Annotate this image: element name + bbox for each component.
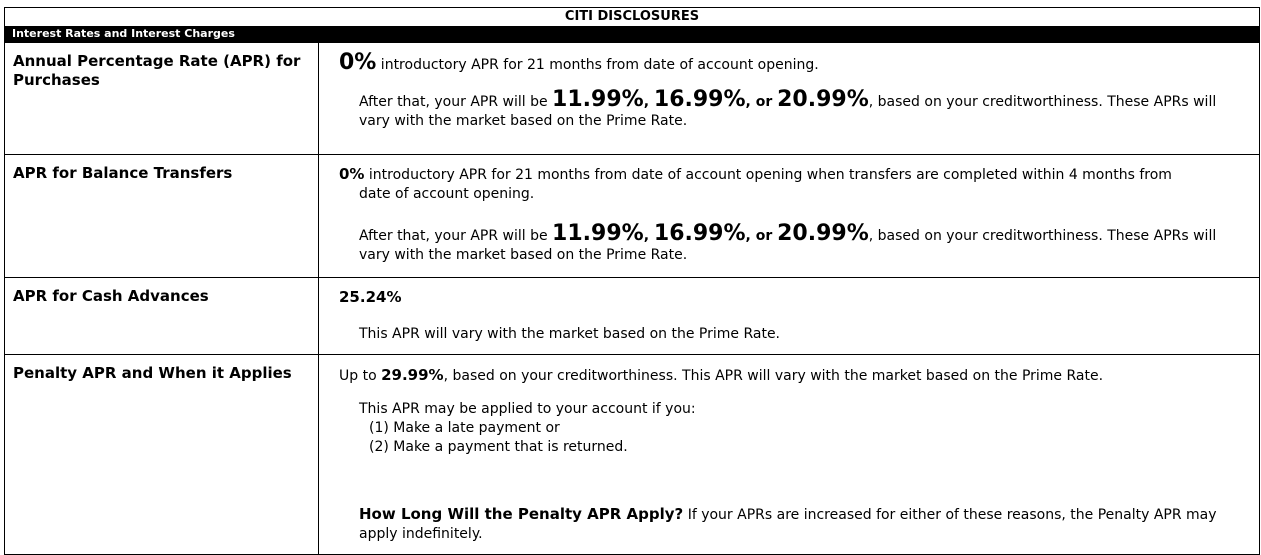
row-label-purchases: Annual Percentage Rate (APR) for Purchases: [5, 43, 319, 155]
penalty-line-prefix: Up to: [339, 368, 382, 384]
row-content-penalty: [319, 355, 1260, 555]
penalty-line-suffix: , based on your creditworthiness. This APR will vary with the market based on the Prime Rate.: [443, 368, 1104, 384]
balance-rate-3: 20.99%: [777, 221, 869, 246]
purchases-after: [339, 87, 1245, 131]
row-content-cash-advances: [319, 278, 1260, 355]
balance-sep-1: ,: [643, 228, 654, 244]
section-header: Interest Rates and Interest Charges: [4, 26, 1260, 42]
balance-rate-1: 11.99%: [552, 221, 644, 246]
table-row-penalty: [5, 355, 1260, 555]
cash-advance-note: This APR will vary with the market based on the Prime Rate.: [359, 326, 781, 342]
balance-intro-rate: 0%: [339, 165, 365, 183]
cash-advance-rate: 25.24%: [339, 288, 402, 306]
purchases-rate-1: 11.99%: [552, 87, 644, 112]
row-content-balance-transfers: [319, 155, 1260, 278]
balance-sep-2: , or: [745, 228, 778, 244]
table-row-balance-transfers: [5, 155, 1260, 278]
purchases-after-prefix: After that, your APR will be: [359, 94, 553, 110]
penalty-how-long-text: If your APRs are increased for either of these reasons, the Penalty APR may apply indefinitely.: [359, 507, 1217, 542]
purchases-intro-text: introductory APR for 21 months from date of account opening.: [376, 57, 819, 73]
table-row-cash-advances: [5, 278, 1260, 355]
table-row-purchases: [5, 43, 1260, 155]
balance-after-suffix: , based on your creditworthiness. These APRs will vary with the market based on the Prime Rate.: [359, 228, 1217, 263]
row-content-purchases: [319, 43, 1260, 155]
balance-intro-cont: date of account opening.: [359, 186, 535, 202]
balance-after-prefix: After that, your APR will be: [359, 228, 553, 244]
row-label-cash-advances: APR for Cash Advances: [5, 278, 319, 355]
penalty-rate: 29.99%: [381, 366, 444, 384]
purchases-rate-3: 20.99%: [777, 87, 869, 112]
purchases-intro: [339, 50, 1245, 75]
row-label-balance-transfers: APR for Balance Transfers: [5, 155, 319, 278]
penalty-reason: (1) Make a late payment or: [369, 420, 560, 436]
purchases-rate-2: 16.99%: [653, 87, 746, 112]
disclosure-title: CITI DISCLOSURES: [4, 7, 1260, 26]
row-label-penalty: Penalty APR and When it Applies: [5, 355, 319, 555]
penalty-how-long-label: How Long Will the Penalty APR Apply?: [359, 505, 684, 523]
balance-intro: [339, 165, 1245, 185]
penalty-line: [339, 366, 1245, 386]
balance-rate-2: 16.99%: [653, 221, 746, 246]
balance-after: [339, 221, 1245, 265]
apr-table: [4, 42, 1260, 555]
purchases-sep-1: ,: [643, 94, 654, 110]
purchases-intro-rate: 0%: [339, 50, 377, 75]
disclosure-table: [4, 7, 1260, 555]
balance-intro-text: introductory APR for 21 months from date of account opening when transfers are completed within 4 months from: [364, 167, 1172, 183]
purchases-after-suffix: , based on your creditworthiness. These APRs will vary with the market based on the Prime Rate.: [359, 94, 1217, 129]
penalty-how-long: [339, 505, 1245, 544]
penalty-applied-intro: This APR may be applied to your account if you:: [359, 401, 696, 417]
purchases-sep-2: , or: [745, 94, 778, 110]
penalty-reason: (2) Make a payment that is returned.: [369, 439, 628, 455]
